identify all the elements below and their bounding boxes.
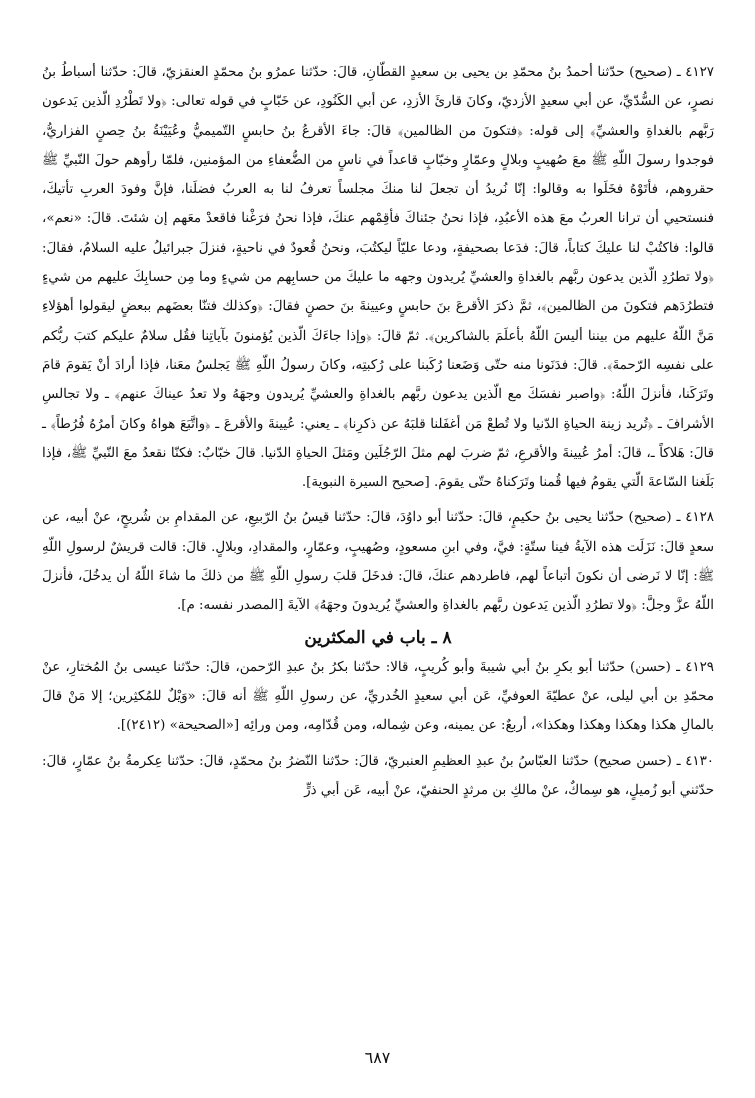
hadith-4127: ٤١٢٧ ـ (صحيح) حدّثنا أحمدُ بنُ محمّدِ بن يحيى بن سعيدٍ القطّانِ، قالَ: حدّثنا عمرُو بنُ محمّدٍ العنقزيّ، قالَ: حدّثنا أسباطُ بنُ نصرٍ، عن السُّدّيِّ، عن أبي سعيدٍ الأزديّ، وكانَ قارئَ الأزدِ، عن أبي الكَنُودِ، عن خَبّابٍ في قوله تعالى: ﴿ولا تَطْرُدِ الّذين يَدعون رَبَّهم بالغداةِ والعشيِّ﴾ إلى قوله: ﴿فتكونَ من الظالمين﴾ قالَ: جاءَ الأقرعُ بنُ حابسٍ التّميميُّ وعُيَيْنَةُ بنُ حِصنٍ الفزاريُّ، فوجدوا رسولَ اللّهِ ﷺ معَ صُهيبٍ وبلالٍ وعمّارٍ وخبّابٍ قاعداً في ناسٍ من الضُّعفاءِ من المؤمنين، فلمّا رأوهم حولَ النّبيِّ ﷺ حقروهم، فأتَوْهُ فخَلَوا به وقالوا: إنّا نُريدُ أن تجعلَ لنا منكَ مجلساً تعرفُ لنا به العربُ فضلَنا، فإنَّ وفودَ العربِ تأتيكَ، فنستحيي أن ترانا العربُ معَ هذه الأعبُدِ، فإذا نحنُ جئناكَ فأقِمْهم عنكَ، فإذا نحنُ فرَغْنا فاقعدْ معَهم إن شئتَ. قالَ: «نعم»، قالوا: فاكتُبْ لنا عليكَ كتاباً، قالَ: فدَعا بصحيفةٍ، ودعا عليّاً ليكتُبَ، ونحنُ قُعودٌ في ناحيةٍ، فنزلَ جبرائيلُ عليه السلامُ، فقالَ: ﴿ولا تطرُدِ الّذين يدعون ربَّهم بالغداةِ والعشيِّ يُريدون وجهه ما عليكَ من حسابِهم من شيءٍ وما مِن حسابِكَ عليهم من شيءٍ فتطرُدَهم فتكونَ من الظالمين﴾، ثمَّ ذكرَ الأقرعَ بنَ حابسٍ وعيينةَ بنَ حصنٍ فقالَ: ﴿وكذلك فتنّا بعضَهم ببعضٍ ليقولوا أهؤلاءِ مَنَّ اللّهُ عليهم من بيننا أليسَ اللّهُ بأعلَمَ بالشاكرين﴾. ثمّ قالَ: ﴿وإذا جاءَكَ الّذين يُؤمنونَ بآياتِنا فقُل سلامٌ عليكم كتبَ ربُّكم على نفسِه الرّحمةَ﴾. قالَ: فدَنَونا منه حتّى وَضَعنا رُكَبنا على رُكبتِه، وكانَ رسولُ اللّهِ ﷺ يَجلسُ معَنا، فإذا أرادَ أنْ يَقومَ قامَ وتَرَكَنا، فأنزلَ اللّهُ: ﴿واصبر نفسَكَ مع الّذين يدعون ربَّهم بالغداةِ والعشيِّ يُريدون وجهَهُ ولا تعدُ عيناكَ عنهم﴾ ـ ولا تجالسِ الأشرافَ ـ ﴿تُريد زينة الحياةِ الدّنيا ولا تُطعْ مَن أغفَلنا قلبَهُ عن ذكرِنا﴾ ـ يعني: عُيينةَ والأقرعَ ـ ﴿واتَّبَعَ هواهُ وكانَ أمرُهُ فُرُطاً﴾ ـ قالَ: هَلاكاً ـ، قالَ: أمرُ عُيينةَ والأقرعِ، ثمّ ضربَ لهم مثلَ الرّجُلَين ومَثلَ الحياةِ الدّنيا. قالَ خبّابٌ: فكنّا نقعدُ معَ النّبيِّ ﷺ، فإذا بَلَغنا السّاعةَ الّتي يقومُ فيها قُمنا وتَرَكناهُ حتّى يقومَ. [صحيح السيرة النبوية]. <box>42 65 714 491</box>
hadith-4128: ٤١٢٨ ـ (صحيح) حدّثنا يحيى بنُ حكيمٍ، قالَ: حدّثنا أبو داوُدَ، قالَ: حدّثنا قيسُ بنُ الرّبيعِ، عن المقدامِ بن شُريحٍ، عنْ أبيه، عن سعدٍ قالَ: نَزَلَت هذه الآيةُ فينا ستّةٍ: فيَّ، وفي ابنِ مسعودٍ، وصُهيبٍ، وعمّارٍ، والمقدادِ، وبلالٍ. قالَ: قالت قريشٌ لرسولِ اللّهِ ﷺ: إنّا لا نَرضى أن نكونَ أتباعاً لهم، فاطردهم عنكَ، قالَ: فدخَلَ قلبَ رسولِ اللّهِ ﷺ من ذلكَ ما شاءَ اللّهُ أن يدخُلَ، فأنزلَ اللّهُ عزَّ وجلَّ: ﴿ولا تطرُدِ الّذين يَدعون ربَّهم بالغداةِ والعشيِّ يُريدونَ وجهَهُ﴾ الآيةَ [المصدر نفسه: م]. <box>42 510 714 614</box>
page-number: ٦٨٧ <box>364 1048 391 1067</box>
page-body <box>42 58 714 805</box>
hadith-4129: ٤١٢٩ ـ (حسن) حدّثنا أبو بكرِ بنُ أبي شيبةَ وأبو كُريبٍ، قالا: حدّثنا بكرُ بنُ عبدِ الرّحمن، قالَ: حدّثنا عيسى بنُ المُختارِ، عنْ محمّدِ بن أبي ليلى، عنْ عطيّةَ العوفيِّ، عَن أبي سعيدٍ الخُدريِّ، عن رسولِ اللّهِ ﷺ أنه قالَ: «وَيْلٌ للمُكثِرين؛ إلا مَنْ قالَ بالمالِ هكذا وهكذا وهكذا وهكذا»، أربعٌ: عن يمينه، وعن شِماله، ومن قُدّامِه، ومن ورائِه [«الصحيحة» (٢٤١٢)]. <box>42 659 714 734</box>
chapter-title: ٨ ـ باب في المكثرين <box>304 627 452 648</box>
hadith-4130: ٤١٣٠ ـ (حسن صحيح) حدّثنا العبّاسُ بنُ عبدِ العظيمِ العنبريّ، قالَ: حدّثنا النّضرُ بنُ محمّدٍ، قالَ: حدّثنا عِكرمةُ بنُ عمّارٍ، قالَ: حدّثني أبو زُميلٍ، هو سِماكٌ، عنْ مالكِ بن مرثدٍ الحنفيّ، عنْ أبيه، عَن أبي ذرٍّ <box>42 753 714 798</box>
